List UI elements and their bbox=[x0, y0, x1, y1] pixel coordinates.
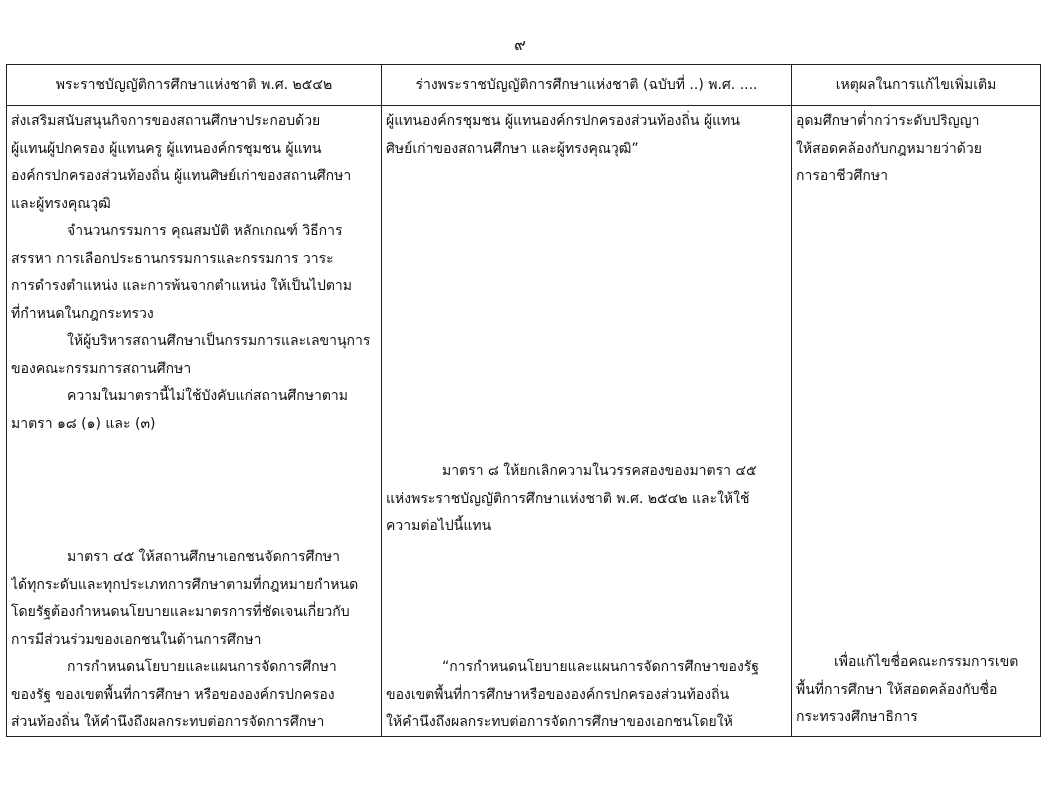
text-line: อุดมศึกษาต่ำกว่าระดับปริญญา bbox=[796, 113, 980, 129]
reason-column-cell bbox=[792, 106, 1041, 737]
draft-paragraph-3 bbox=[386, 654, 787, 737]
table-body-row bbox=[7, 106, 1041, 737]
table-header-row bbox=[7, 65, 1041, 106]
text-line: การอาชีวศึกษา bbox=[796, 168, 888, 184]
text-line: ความต่อไปนี้แทน bbox=[386, 518, 492, 534]
text-line: พื้นที่การศึกษา ให้สอดคล้องกับชื่อ bbox=[796, 681, 998, 698]
header-act: พระราชบัญญัติการศึกษาแห่งชาติ พ.ศ. ๒๕๔๒ bbox=[7, 65, 382, 106]
text-line: ของรัฐ ของเขตพื้นที่การศึกษา หรือขององค์กรปกครอง bbox=[11, 686, 335, 703]
text-line: การกำหนดนโยบายและแผนการจัดการศึกษา bbox=[67, 659, 337, 675]
text-line: องค์กรปกครองส่วนท้องถิ่น ผู้แทนศิษย์เก่าของสถานศึกษา bbox=[11, 168, 352, 184]
text-line: ส่วนท้องถิ่น ให้คำนึงถึงผลกระทบต่อการจัดการศึกษา bbox=[11, 714, 325, 730]
text-line: มาตรา ๑๘ (๑) และ (๓) bbox=[11, 415, 156, 432]
page-number: ๙ bbox=[514, 35, 526, 54]
header-draft: ร่างพระราชบัญญัติการศึกษาแห่งชาติ (ฉบับที่ ..) พ.ศ. .... bbox=[382, 65, 792, 106]
act-paragraph-1 bbox=[11, 108, 377, 218]
act-paragraph-2 bbox=[11, 218, 377, 328]
act-paragraph-3 bbox=[11, 328, 377, 383]
text-line: และผู้ทรงคุณวุฒิ bbox=[11, 195, 111, 212]
reason-paragraph-1 bbox=[796, 108, 1036, 191]
reason-paragraph-2 bbox=[796, 649, 1036, 732]
draft-section-8 bbox=[386, 458, 787, 541]
text-line: ของคณะกรรมการสถานศึกษา bbox=[11, 360, 192, 377]
act-section-45 bbox=[11, 544, 377, 654]
comparison-table bbox=[6, 64, 1041, 737]
text-line: เพื่อแก้ไขชื่อคณะกรรมการเขต bbox=[834, 654, 1019, 670]
header-reason: เหตุผลในการแก้ไขเพิ่มเติม bbox=[792, 65, 1041, 106]
draft-column-cell bbox=[382, 106, 792, 737]
act-paragraph-4 bbox=[11, 383, 377, 438]
text-line: การดำรงตำแหน่ง และการพ้นจากตำแหน่ง ให้เป็นไปตาม bbox=[11, 278, 353, 294]
text-line: ผู้แทนองค์กรชุมชน ผู้แทนองค์กรปกครองส่วนท้องถิ่น ผู้แทน bbox=[386, 113, 740, 129]
text-line: แห่งพระราชบัญญัติการศึกษาแห่งชาติ พ.ศ. ๒๕๔๒ และให้ใช้ bbox=[386, 490, 750, 507]
text-line: ให้ผู้บริหารสถานศึกษาเป็นกรรมการและเลขานุการ bbox=[67, 333, 371, 349]
text-line: ของเขตพื้นที่การศึกษาหรือขององค์กรปกครองส่วนท้องถิ่น bbox=[386, 686, 730, 703]
draft-paragraph-1 bbox=[386, 108, 787, 163]
act-paragraph-6 bbox=[11, 654, 377, 737]
text-line: จำนวนกรรมการ คุณสมบัติ หลักเกณฑ์ วิธีการ bbox=[67, 223, 343, 239]
text-line: ให้คำนึงถึงผลกระทบต่อการจัดการศึกษาของเอกชนโดยให้ bbox=[386, 714, 733, 730]
text-line: ผู้แทนผู้ปกครอง ผู้แทนครู ผู้แทนองค์กรชุมชน ผู้แทน bbox=[11, 140, 322, 157]
text-line: ศิษย์เก่าของสถานศึกษา และผู้ทรงคุณวุฒิ” bbox=[386, 140, 639, 157]
text-line: ให้สอดคล้องกับกฎหมายว่าด้วย bbox=[796, 140, 982, 157]
text-line: โดยรัฐต้องกำหนดนโยบายและมาตรการที่ชัดเจนเกี่ยวกับ bbox=[11, 604, 350, 620]
text-line: ที่กำหนดในกฎกระทรวง bbox=[11, 305, 154, 322]
text-line: มาตรา ๘ ให้ยกเลิกความในวรรคสองของมาตรา ๔๕ bbox=[442, 463, 757, 479]
text-line: ความในมาตรานี้ไม่ใช้บังคับแก่สถานศึกษาตาม bbox=[67, 388, 349, 404]
text-line: การมีส่วนร่วมของเอกชนในด้านการศึกษา bbox=[11, 631, 262, 648]
text-line: กระทรวงศึกษาธิการ bbox=[796, 709, 918, 725]
text-line: มาตรา ๔๕ ให้สถานศึกษาเอกชนจัดการศึกษา bbox=[67, 549, 340, 565]
text-line: ส่งเสริมสนับสนุนกิจการของสถานศึกษาประกอบด้วย bbox=[11, 113, 321, 129]
text-line: สรรหา การเลือกประธานกรรมการและกรรมการ วาระ bbox=[11, 250, 334, 267]
act-column-cell bbox=[7, 106, 382, 737]
text-line: “การกำหนดนโยบายและแผนการจัดการศึกษาของรัฐ bbox=[442, 659, 760, 675]
text-line: ได้ทุกระดับและทุกประเภทการศึกษาตามที่กฎหมายกำหนด bbox=[11, 576, 359, 593]
